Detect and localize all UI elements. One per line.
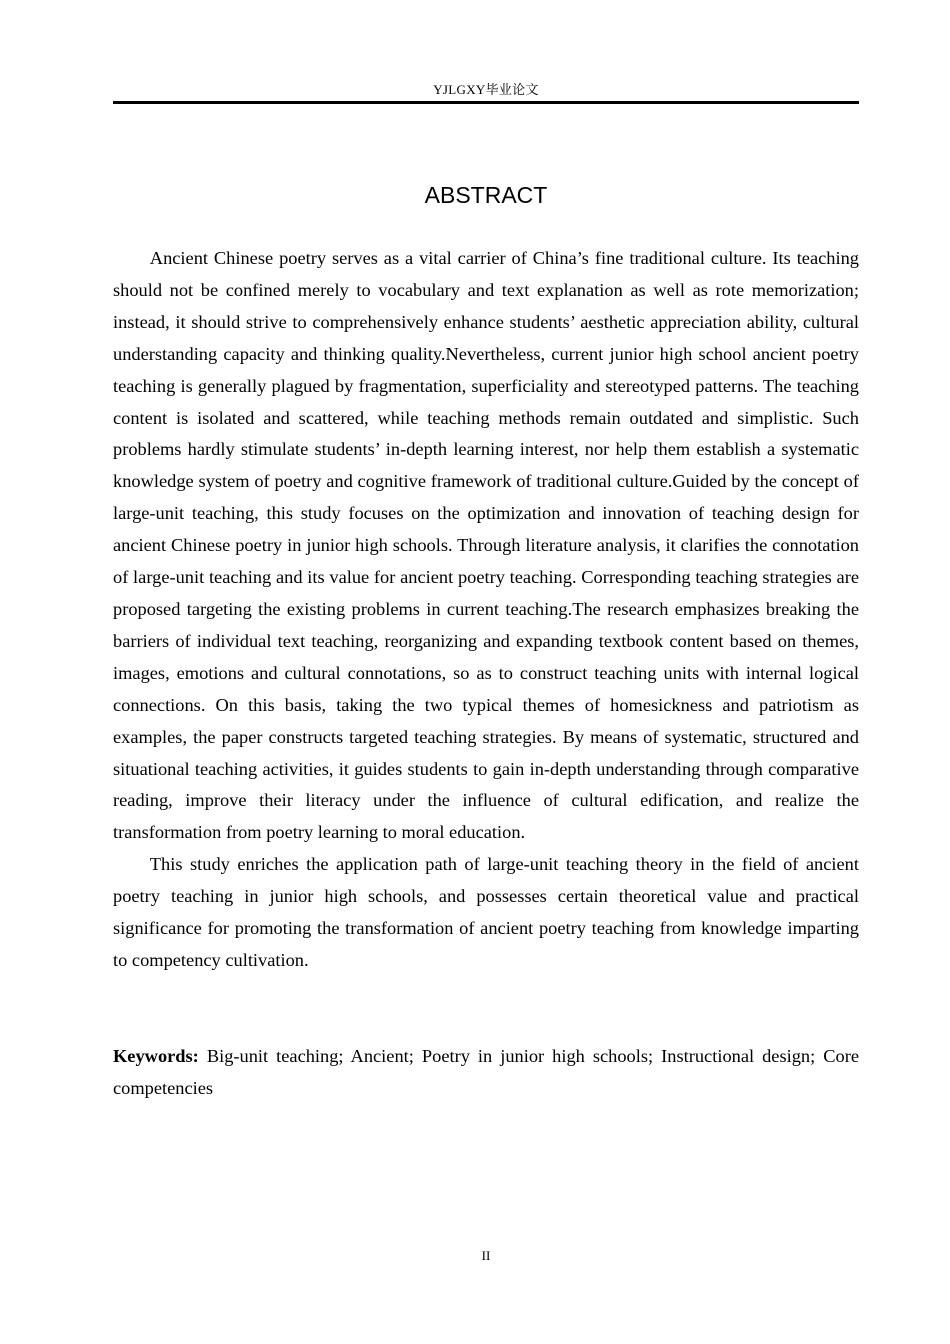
keywords-line (113, 1041, 859, 1105)
keyword-item: Core competencies (113, 1046, 859, 1098)
abstract-body (113, 243, 859, 977)
keyword-item: Big-unit teaching; (206, 1046, 344, 1066)
header-rule (113, 101, 859, 104)
abstract-paragraph-1: Ancient Chinese poetry serves as a vital carrier of China’s fine traditional culture. Its teaching should not be confined merely to vocabulary and text explanation as well as rote memorization; instead, it should strive to comprehensively enhance students’ aesthetic appreciation ability, cultural understanding capacity and thinking quality.Nevertheless, current junior high school ancient poetry teaching is generally plagued by fragmentation, superficiality and stereotyped patterns. The teaching content is isolated and scattered, while teaching methods remain outdated and simplistic. Such problems hardly stimulate students’ in-depth learning interest, nor help them establish a systematic knowledge system of poetry and cognitive framework of traditional culture.Guided by the concept of large-unit teaching, this study focuses on the optimization and innovation of teaching design for ancient Chinese poetry in junior high schools. Through literature analysis, it clarifies the connotation of large-unit teaching and its value for ancient poetry teaching. Corresponding teaching strategies are proposed targeting the existing problems in current teaching.The research emphasizes breaking the barriers of individual text teaching, reorganizing and expanding textbook content based on themes, images, emotions and cultural connotations, so as to construct teaching units with internal logical connections. On this basis, taking the two typical themes of homesickness and patriotism as examples, the paper constructs targeted teaching strategies. By means of systematic, structured and situational teaching activities, it guides students to gain in-depth understanding through comparative reading, improve their literacy under the influence of cultural edification, and realize the transformation from poetry learning to moral education. (113, 248, 859, 843)
keyword-item: Poetry in junior high schools; (421, 1046, 654, 1066)
keyword-item: Instructional design; (661, 1046, 816, 1066)
running-header: YJLGXY毕业论文 (433, 82, 539, 97)
abstract-paragraph-2: This study enriches the application path of large-unit teaching theory in the field of ancient poetry teaching in junior high schools, and possesses certain theoretical value and practical significance for promoting the transformation of ancient poetry teaching from knowledge imparting to competency cultivation. (113, 854, 859, 970)
keyword-item: Ancient; (350, 1046, 414, 1066)
abstract-title: ABSTRACT (424, 182, 548, 208)
page-number: II (481, 1248, 491, 1263)
keywords-label: Keywords: (113, 1046, 199, 1066)
